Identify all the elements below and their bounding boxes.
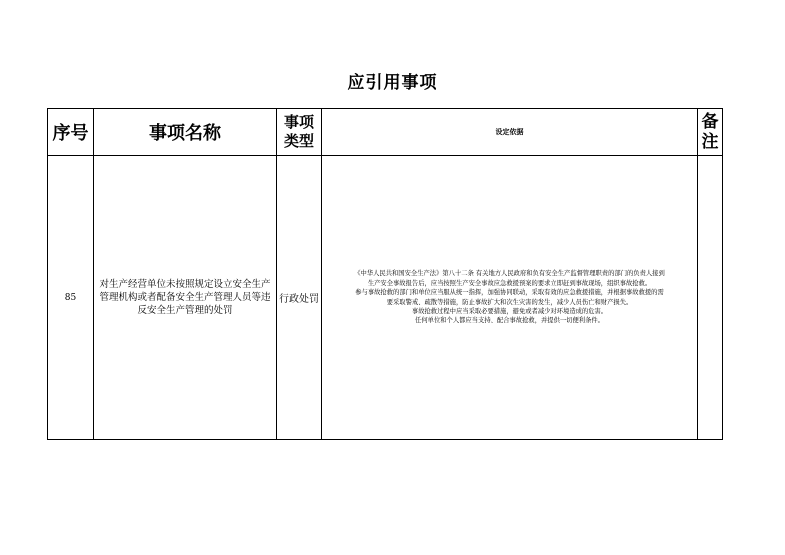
header-type-line2: 类型 [283, 132, 314, 150]
header-note-line2: 注 [701, 132, 719, 152]
row-note [698, 156, 723, 440]
header-name: 事项名称 [94, 109, 277, 156]
header-type-line1: 事项 [283, 113, 314, 131]
row-basis [322, 156, 698, 440]
row-name: 对生产经营单位未按照规定设立安全生产管理机构或者配备安全生产管理人员等违反安全生产管理的处罚 [94, 156, 277, 440]
items-table [47, 108, 723, 440]
header-note-line1: 备 [701, 112, 719, 132]
basis-line: 任何单位和个人都应当支持、配合事故抢救，并提供一切便利条件。 [415, 317, 604, 325]
basis-line: 《中华人民共和国安全生产法》第八十二条 有关地方人民政府和负有安全生产监督管理职责的部门的负责人接到 [354, 270, 665, 278]
basis-line: 要采取警戒、疏散等措施，防止事故扩大和次生灾害的发生，减少人员伤亡和财产损失。 [386, 298, 633, 306]
table-row [48, 156, 723, 440]
basis-line: 事故抢救过程中应当采取必要措施，避免或者减少对环境造成的危害。 [411, 307, 608, 315]
header-seq: 序号 [48, 109, 94, 156]
basis-line: 参与事故抢救的部门和单位应当服从统一指挥，加强协同联动，采取有效的应急救援措施，并根据事故救援的需 [355, 289, 664, 297]
header-type [277, 109, 322, 156]
page-title: 应引用事项 [347, 73, 438, 93]
header-row [48, 109, 723, 156]
row-type: 行政处罚 [277, 156, 322, 440]
header-basis: 设定依据 [322, 109, 698, 156]
header-note [698, 109, 723, 156]
row-seq: 85 [48, 156, 94, 440]
basis-line: 生产安全事故报告后，应当按照生产安全事故应急救援预案的要求立即赶到事故现场，组织事故抢救。 [367, 279, 652, 287]
